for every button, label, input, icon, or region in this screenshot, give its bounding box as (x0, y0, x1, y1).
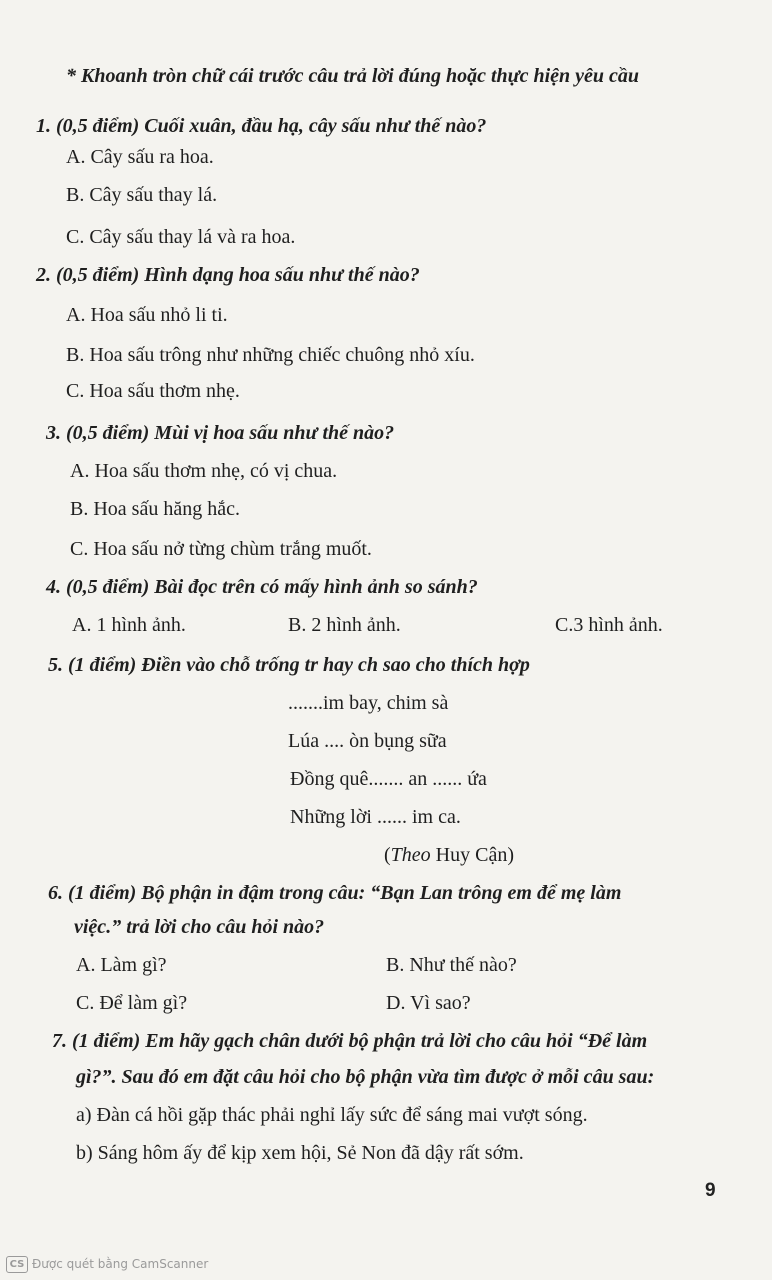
poem-source-author: Huy Cận) (430, 844, 514, 866)
question-4-option-c: C.3 hình ảnh. (555, 614, 663, 636)
camscanner-watermark (6, 1255, 208, 1273)
question-3-option-b: B. Hoa sấu hăng hắc. (70, 498, 240, 520)
question-2-option-c: C. Hoa sấu thơm nhẹ. (66, 380, 240, 402)
poem-source-open: ( (384, 844, 391, 866)
question-6-label-line-2: việc.” trả lời cho câu hỏi nào? (74, 916, 325, 938)
camscanner-text: Được quét bằng CamScanner (32, 1257, 209, 1271)
question-4-label: 4. (0,5 điểm) Bài đọc trên có mấy hình ảnh so sánh? (46, 576, 478, 598)
question-7-item-b: b) Sáng hôm ấy để kịp xem hội, Sẻ Non đã dậy rất sớm. (76, 1142, 524, 1164)
question-7-label-line-2: gì?”. Sau đó em đặt câu hỏi cho bộ phận vừa tìm được ở mỗi câu sau: (76, 1066, 655, 1088)
poem-source-theo: Theo (390, 844, 431, 866)
question-6-option-a: A. Làm gì? (76, 954, 167, 976)
question-2-option-b: B. Hoa sấu trông như những chiếc chuông nhỏ xíu. (66, 344, 475, 366)
question-6-option-c: C. Để làm gì? (76, 992, 188, 1014)
question-2-label: 2. (0,5 điểm) Hình dạng hoa sấu như thế nào? (36, 264, 420, 286)
poem-source (384, 842, 514, 868)
poem-line-3: Đồng quê....... an ...... ứa (290, 768, 487, 790)
poem-line-4: Những lời ...... im ca. (290, 806, 461, 828)
poem-line-1: .......im bay, chim sà (288, 692, 449, 714)
camscanner-logo-icon: CS (6, 1256, 28, 1273)
instruction-text: * Khoanh tròn chữ cái trước câu trả lời đúng hoặc thực hiện yêu cầu (66, 65, 640, 87)
question-4-option-b: B. 2 hình ảnh. (288, 614, 401, 636)
question-6-option-b: B. Như thế nào? (386, 954, 517, 976)
page-number: 9 (705, 1180, 716, 1201)
question-1-option-a: A. Cây sấu ra hoa. (66, 146, 214, 168)
question-7-label-line-1: 7. (1 điểm) Em hãy gạch chân dưới bộ phận trả lời cho câu hỏi “Để làm (52, 1030, 648, 1052)
question-6-label-line-1: 6. (1 điểm) Bộ phận in đậm trong câu: “Bạn Lan trông em để mẹ làm (48, 882, 622, 904)
poem-line-2: Lúa .... òn bụng sữa (288, 730, 447, 752)
question-6-option-d: D. Vì sao? (386, 992, 471, 1014)
question-3-option-c: C. Hoa sấu nở từng chùm trắng muốt. (70, 538, 372, 560)
question-2-option-a: A. Hoa sấu nhỏ li ti. (66, 304, 228, 326)
question-1-option-b: B. Cây sấu thay lá. (66, 184, 218, 206)
question-4-option-a: A. 1 hình ảnh. (72, 614, 186, 636)
question-1-option-c: C. Cây sấu thay lá và ra hoa. (66, 226, 296, 248)
question-7-item-a: a) Đàn cá hồi gặp thác phải nghỉ lấy sức để sáng mai vượt sóng. (76, 1104, 588, 1126)
question-3-label: 3. (0,5 điểm) Mùi vị hoa sấu như thế nào? (46, 422, 395, 444)
question-3-option-a: A. Hoa sấu thơm nhẹ, có vị chua. (70, 460, 338, 482)
question-1-label: 1. (0,5 điểm) Cuối xuân, đầu hạ, cây sấu như thế nào? (36, 115, 487, 137)
bleed-through-decoration (520, 512, 525, 532)
question-5-label: 5. (1 điểm) Điền vào chỗ trống tr hay ch sao cho thích hợp (48, 654, 530, 676)
